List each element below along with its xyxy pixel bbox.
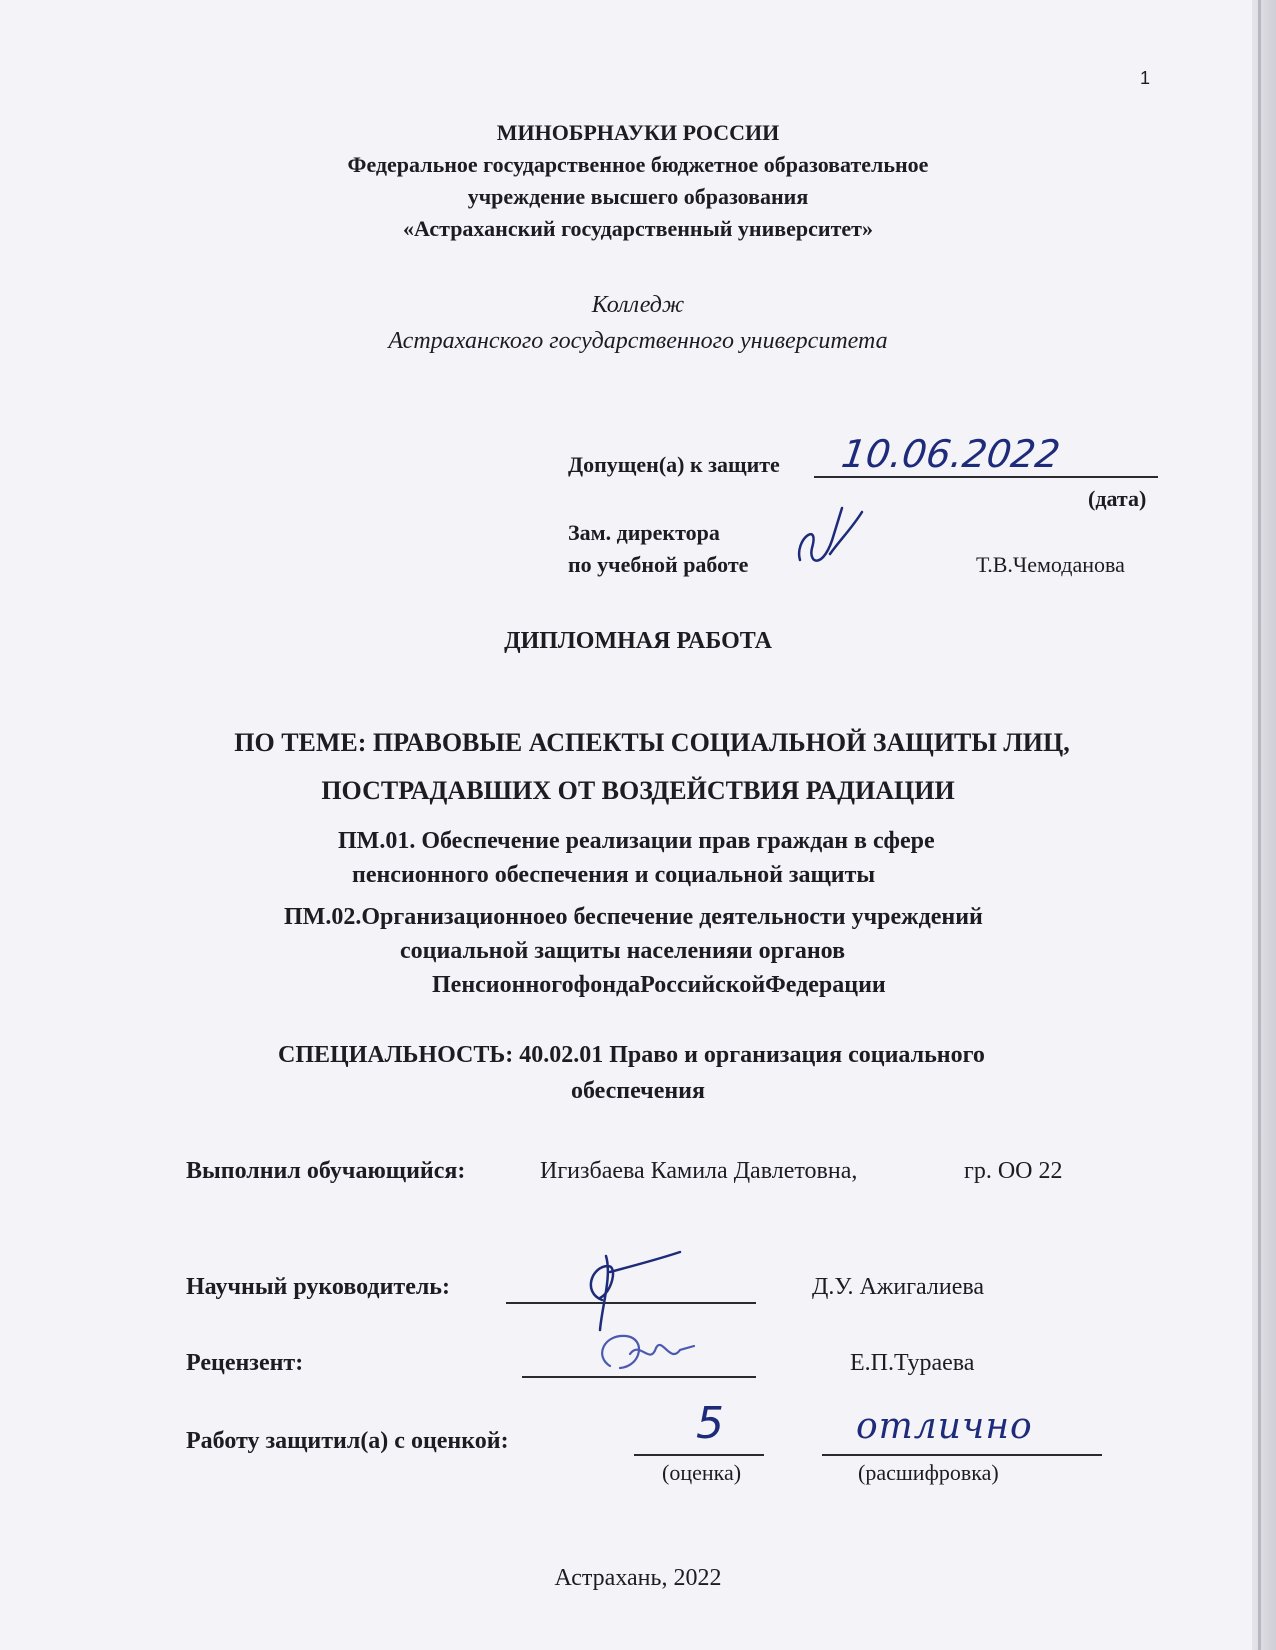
admitted-label: Допущен(а) к защите: [568, 452, 780, 477]
admitted-date-handwritten: 10.06.2022: [838, 432, 1063, 476]
reviewer-name: Е.П.Тураева: [850, 1350, 975, 1376]
grade-text-handwritten: отлично: [856, 1406, 1033, 1447]
college-line-2: Астраханского государственного университета: [388, 328, 888, 354]
college-line-1: Колледж: [591, 292, 685, 318]
city-year: Астрахань, 2022: [554, 1565, 722, 1591]
institution-line-1: Федеральное государственное бюджетное образовательное: [347, 152, 929, 177]
decode-caption: (расшифровка): [858, 1460, 999, 1485]
defense-label: Работу защитил(а) с оценкой:: [186, 1428, 509, 1454]
module-pm01-line-2: пенсионного обеспечения и социальной защиты: [352, 862, 876, 888]
specialty-line-2: обеспечения: [571, 1078, 705, 1104]
specialty-line-1: СПЕЦИАЛЬНОСТЬ: 40.02.01 Право и организация социального: [278, 1042, 985, 1068]
supervisor-label: Научный руководитель:: [186, 1274, 450, 1300]
topic-line-2: ПОСТРАДАВШИХ ОТ ВОЗДЕЙСТВИЯ РАДИАЦИИ: [321, 776, 955, 805]
document-type: ДИПЛОМНАЯ РАБОТА: [504, 628, 772, 654]
module-pm02-line-2: социальной защиты населенияи органов: [400, 938, 846, 964]
supervisor-name: Д.У. Ажигалиева: [812, 1274, 985, 1300]
page-number: 1: [1140, 68, 1151, 88]
module-pm02-line-3: ПенсионногофондаРоссийскойФедерации: [432, 972, 886, 998]
institution-line-2: учреждение высшего образования: [467, 184, 809, 209]
deputy-title-line-1: Зам. директора: [568, 520, 720, 545]
admitted-date-line: [814, 476, 1158, 478]
grade-decode-line: [822, 1454, 1102, 1456]
deputy-name: Т.В.Чемоданова: [976, 552, 1125, 577]
ministry-name: МИНОБРНАУКИ РОССИИ: [496, 120, 780, 145]
student-name: Игизбаева Камила Давлетовна,: [540, 1158, 858, 1184]
scan-edge-line: [1258, 0, 1261, 1650]
grade-handwritten: 5: [696, 1398, 724, 1449]
reviewer-label: Рецензент:: [186, 1350, 304, 1376]
grade-line: [634, 1454, 764, 1456]
reviewer-signature: [590, 1326, 700, 1382]
deputy-signature: [790, 500, 880, 580]
grade-caption: (оценка): [662, 1460, 742, 1485]
date-caption: (дата): [1088, 486, 1147, 511]
scan-edge: [1252, 0, 1276, 1650]
student-group: гр. ОО 22: [964, 1158, 1063, 1184]
module-pm01-line-1: ПМ.01. Обеспечение реализации прав граждан в сфере: [338, 828, 935, 854]
topic-line-1: ПО ТЕМЕ: ПРАВОВЫЕ АСПЕКТЫ СОЦИАЛЬНОЙ ЗАЩИТЫ ЛИЦ,: [234, 728, 1070, 757]
student-label: Выполнил обучающийся:: [186, 1158, 466, 1184]
module-pm02-line-1: ПМ.02.Организационноео беспечение деятельности учреждений: [284, 904, 983, 930]
deputy-title-line-2: по учебной работе: [568, 552, 749, 577]
supervisor-signature: [572, 1236, 682, 1332]
university-name: «Астраханский государственный университет»: [403, 216, 873, 241]
